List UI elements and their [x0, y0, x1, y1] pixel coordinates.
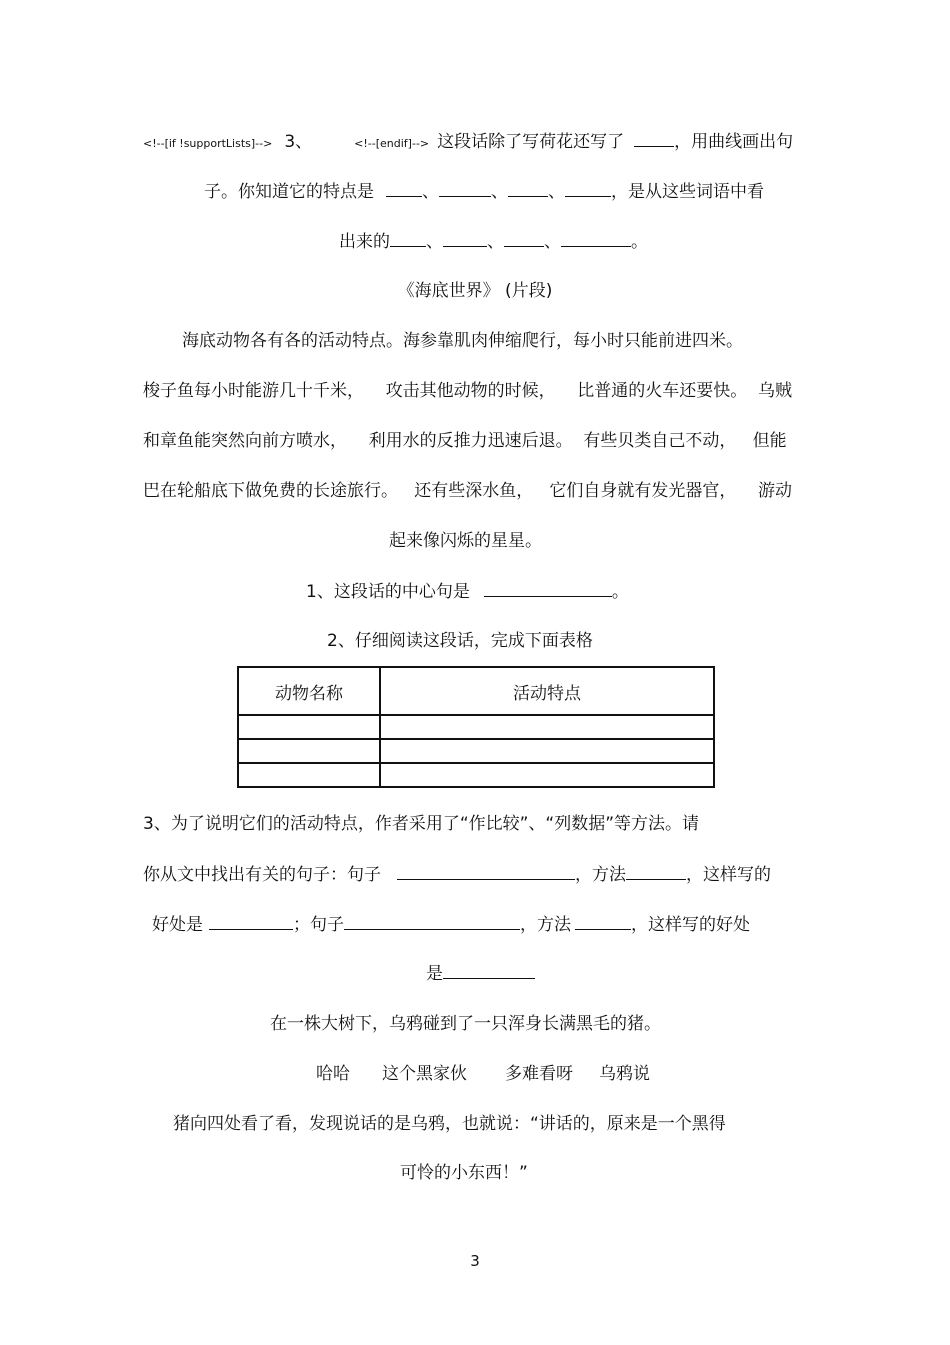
table-header-row: [238, 667, 714, 715]
page-number: 3: [470, 1252, 480, 1270]
blank[interactable]: [397, 863, 575, 880]
table-row: [238, 739, 714, 763]
story-word: 哈哈: [316, 1064, 350, 1084]
q3a-line-1: [143, 130, 793, 155]
passage-title: 《海底世界》 (片段): [397, 281, 553, 301]
separator: 、: [544, 232, 561, 252]
question-3-line-4: [426, 962, 535, 985]
blank[interactable]: [209, 913, 293, 930]
q3a-text-5: 出来的: [339, 232, 390, 252]
separator: 、: [426, 232, 443, 252]
blank[interactable]: [565, 180, 611, 197]
q3a-text-1: 这段话除了写荷花还写了: [437, 132, 625, 152]
q3-text: ；句子: [293, 915, 344, 935]
story-line-4: 可怜的小东西！”: [400, 1163, 528, 1183]
header-activity-feature: 活动特点: [380, 667, 714, 715]
question-3-line-2: [143, 863, 771, 886]
blank[interactable]: [634, 130, 674, 147]
question-1: [306, 580, 629, 603]
blank[interactable]: [508, 180, 548, 197]
question-number: 3、: [284, 132, 313, 152]
q3-text: ，方法: [520, 915, 571, 935]
table-cell[interactable]: [380, 715, 714, 739]
story-line-3: 猪向四处看了看，发现说话的是乌鸦，也就说：“讲话的，原来是一个黑得: [173, 1114, 726, 1134]
q3a-line-2: [204, 180, 764, 203]
q3a-text-4: ，是从这些词语中看: [611, 182, 764, 202]
q3a-text-6: 。: [631, 232, 648, 252]
blank[interactable]: [344, 913, 520, 930]
separator: 、: [548, 182, 565, 202]
story-word: 这个黑家伙: [382, 1064, 467, 1084]
separator: 、: [422, 182, 439, 202]
table-cell[interactable]: [238, 739, 380, 763]
table-row: [238, 715, 714, 739]
blank[interactable]: [439, 180, 491, 197]
q3a-text-2: ，用曲线画出句: [674, 132, 794, 152]
table-cell[interactable]: [238, 763, 380, 787]
q3a-line-3: [339, 230, 648, 253]
table-cell[interactable]: [380, 739, 714, 763]
story-word: 多难看呀: [505, 1064, 573, 1084]
passage-line-4: 巴在轮船底下做免费的长途旅行。 还有些深水鱼， 它们自身就有发光器官， 游动: [143, 481, 793, 501]
question-1-end: 。: [611, 582, 629, 602]
q3a-text-3: 子。你知道它的特点是: [204, 182, 374, 202]
blank[interactable]: [386, 180, 422, 197]
blank[interactable]: [626, 863, 686, 880]
q3-text: ，这样写的好处: [631, 915, 750, 935]
question-3-line-3: [152, 913, 750, 936]
q3-text: 好处是: [152, 915, 203, 935]
q3-text: ，方法: [575, 865, 626, 885]
blank[interactable]: [504, 230, 544, 247]
question-3-line-1: 3、为了说明它们的活动特点，作者采用了“作比较”、“列数据”等方法。请: [143, 814, 700, 834]
passage-line-5: 起来像闪烁的星星。: [389, 531, 542, 551]
question-2: 2、仔细阅读这段话，完成下面表格: [327, 631, 593, 651]
blank[interactable]: [561, 230, 631, 247]
blank[interactable]: [443, 230, 487, 247]
passage-line-2: 梭子鱼每小时能游几十千米， 攻击其他动物的时候， 比普通的火车还要快。 乌贼: [143, 381, 793, 401]
table-cell[interactable]: [380, 763, 714, 787]
separator: 、: [487, 232, 504, 252]
list-marker-end: <!--[endif]-->: [354, 137, 430, 150]
header-animal-name: 动物名称: [238, 667, 380, 715]
q3-text: 你从文中找出有关的句子：句子: [143, 865, 381, 885]
separator: 、: [491, 182, 508, 202]
story-line-1: 在一株大树下，乌鸦碰到了一只浑身长满黑毛的猪。: [270, 1014, 661, 1034]
blank[interactable]: [390, 230, 426, 247]
story-words: [316, 1063, 650, 1085]
blank[interactable]: [443, 962, 535, 979]
question-1-text: 1、这段话的中心句是: [306, 582, 470, 602]
story-word: 乌鸦说: [599, 1064, 650, 1084]
q3-text: 是: [426, 964, 443, 984]
blank[interactable]: [484, 580, 612, 597]
list-marker-start: <!--[if !supportLists]-->: [143, 137, 273, 150]
answer-table: [237, 666, 715, 788]
blank[interactable]: [575, 913, 631, 930]
passage-line-3: 和章鱼能突然向前方喷水， 利用水的反推力迅速后退。 有些贝类自己不动， 但能: [143, 431, 787, 451]
table-row: [238, 763, 714, 787]
passage-line-1: 海底动物各有各的活动特点。海参靠肌肉伸缩爬行，每小时只能前进四米。: [182, 331, 743, 351]
q3-text: ，这样写的: [686, 865, 771, 885]
table-cell[interactable]: [238, 715, 380, 739]
